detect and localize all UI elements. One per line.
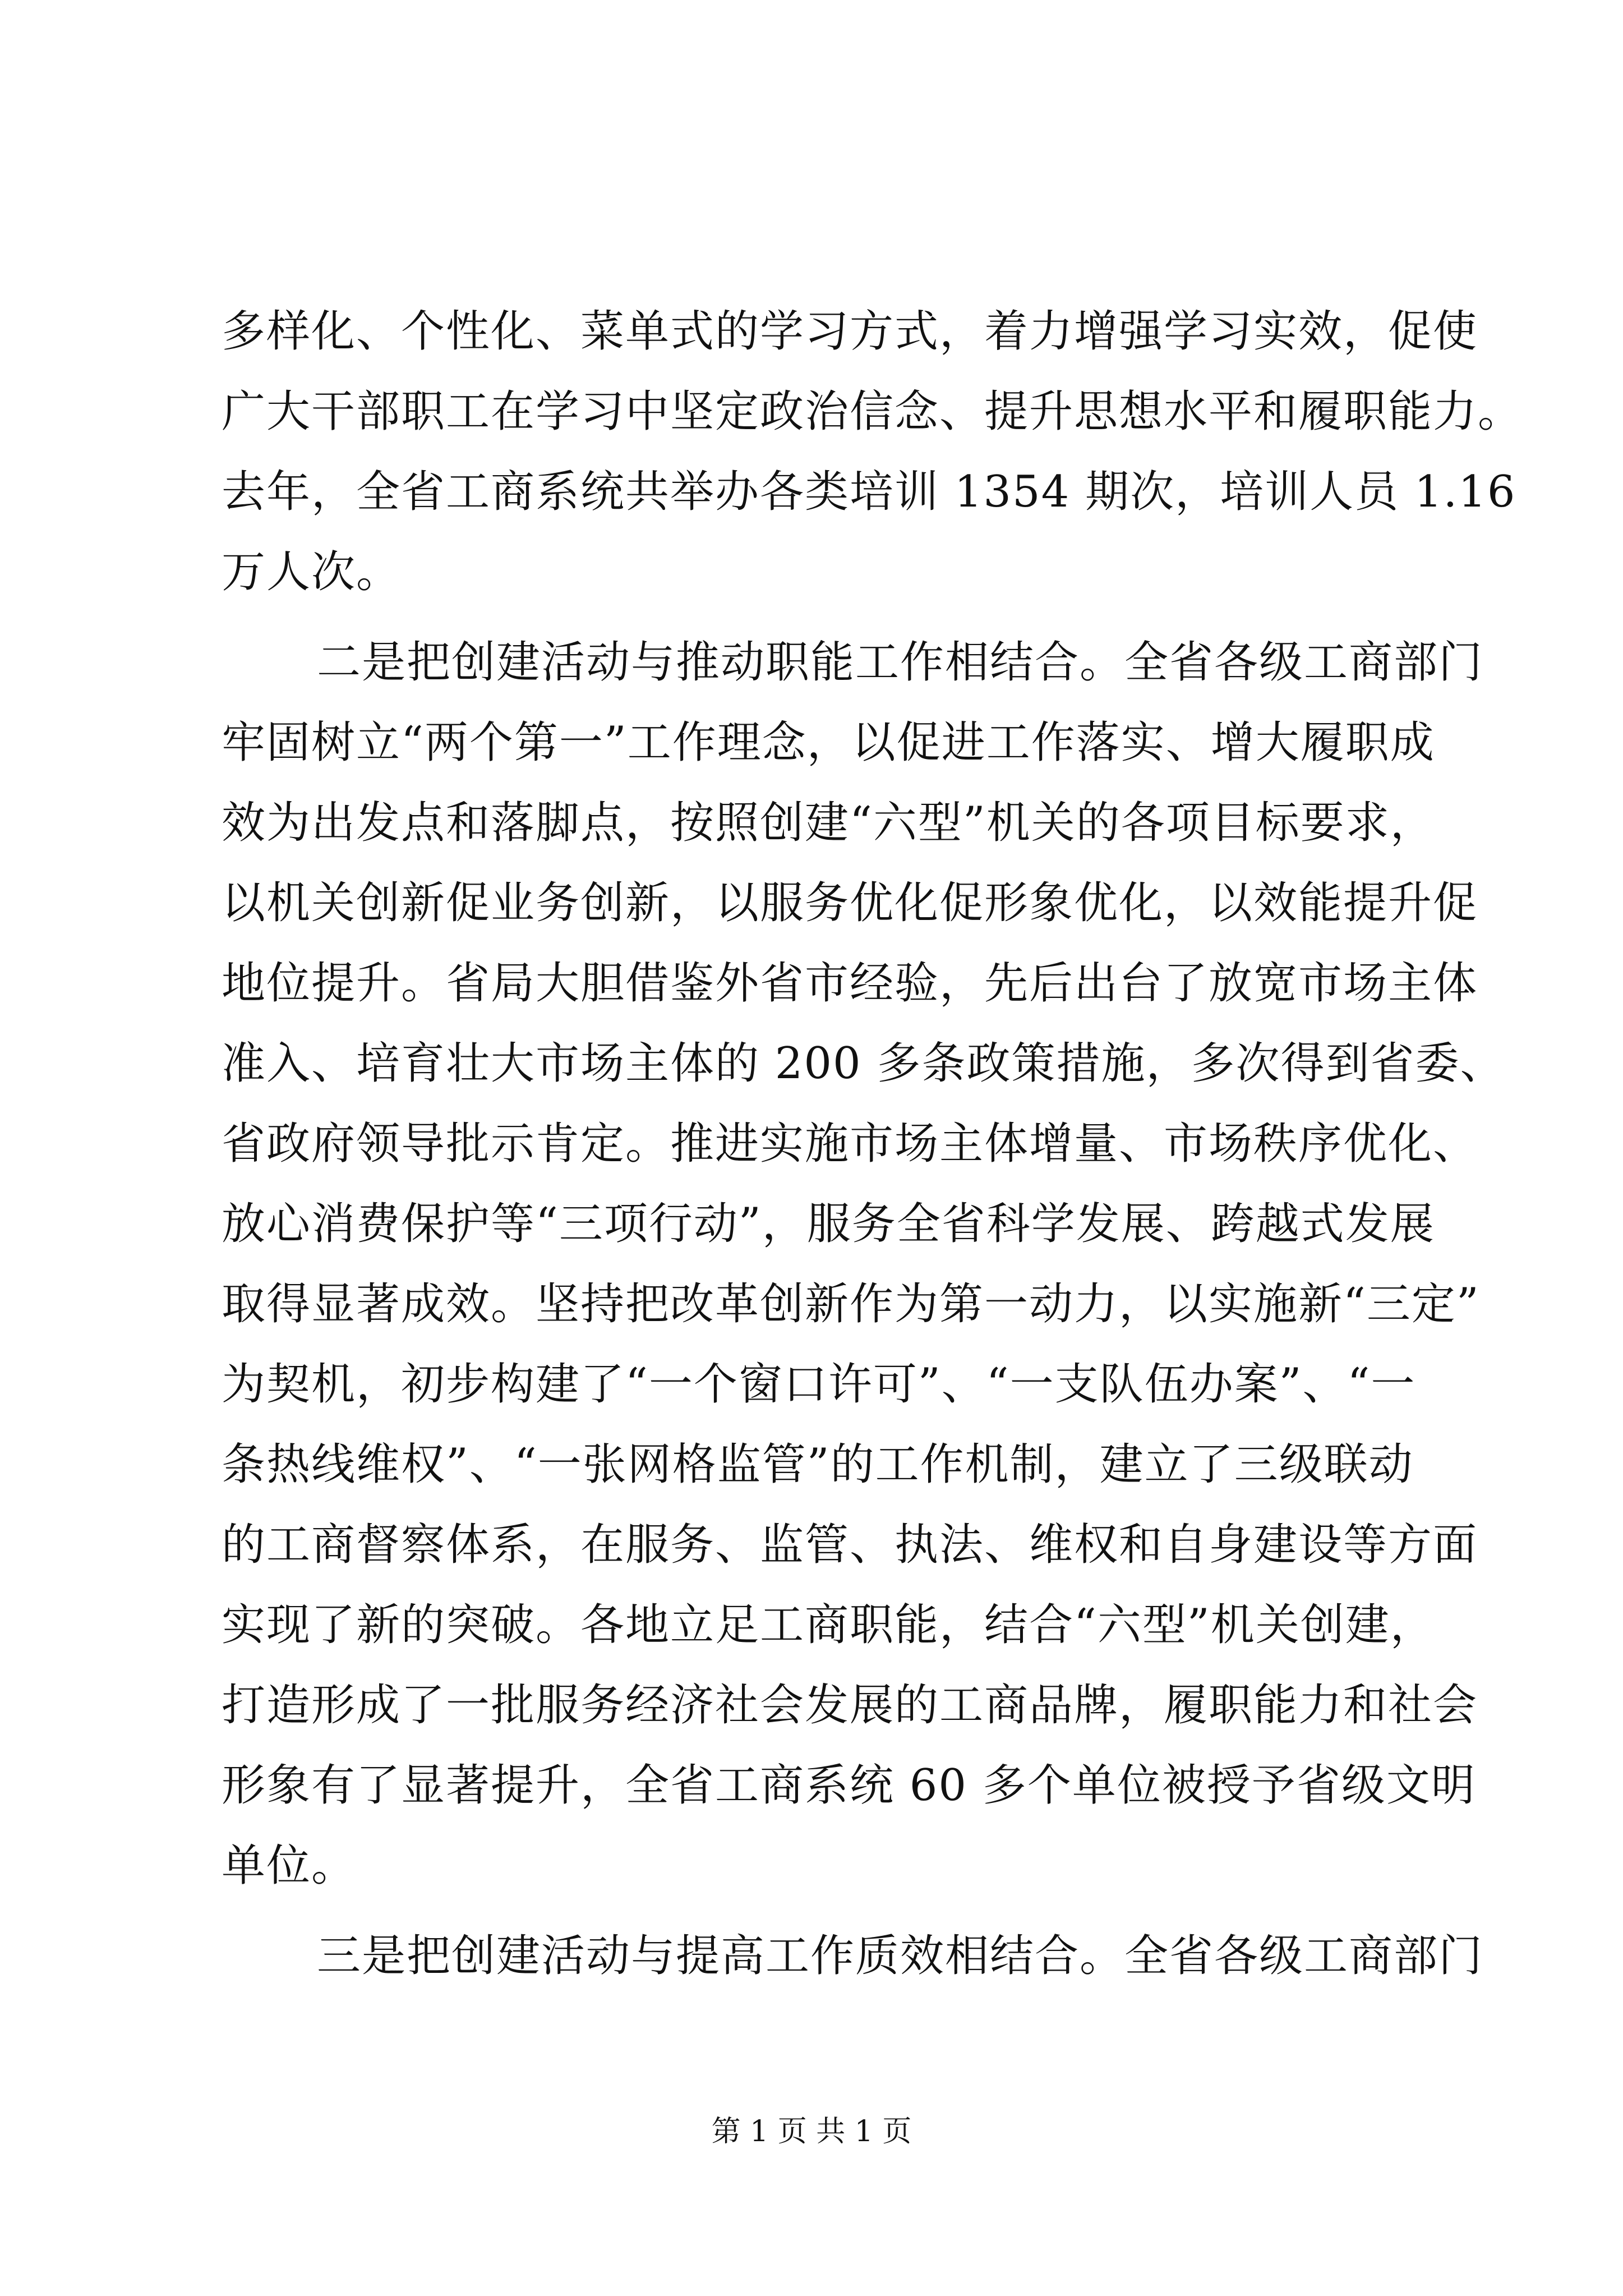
text-line: 牢固树立“两个第一”工作理念，以促进工作落实、增大履职成 (222, 717, 1435, 768)
text-line: 形象有了显著提升，全省工商系统 60 多个单位被授予省级文明 (222, 1760, 1476, 1811)
text-line: 放心消费保护等“三项行动”，服务全省科学发展、跨越式发展 (222, 1199, 1435, 1249)
paragraph-first-line: 二是把创建活动与推动职能工作相结合。全省各级工商部门 (317, 637, 1484, 688)
text-line: 的工商督察体系，在服务、监管、执法、维权和自身建设等方面 (222, 1520, 1478, 1570)
text-line: 打造形成了一批服务经济社会发展的工商品牌，履职能力和社会 (222, 1680, 1478, 1731)
text-line: 为契机，初步构建了“一个窗口许可”、“一支队伍办案”、“一 (222, 1359, 1416, 1410)
text-line: 实现了新的突破。各地立足工商职能，结合“六型”机关创建， (222, 1600, 1435, 1650)
text-line: 以机关创新促业务创新，以服务优化促形象优化，以效能提升促 (222, 878, 1478, 928)
text-line: 万人次。 (222, 547, 402, 597)
document-body (222, 292, 1523, 1996)
text-line: 条热线维权”、“一张网格监管”的工作机制，建立了三级联动 (222, 1439, 1414, 1490)
page-number-footer: 第 1 页 共 1 页 (711, 2115, 912, 2148)
text-line: 单位。 (222, 1841, 357, 1891)
text-line: 效为出发点和落脚点，按照创建“六型”机关的各项目标要求， (222, 798, 1435, 848)
text-line: 广大干部职工在学习中坚定政治信念、提升思想水平和履职能力。 (222, 386, 1523, 437)
text-line: 多样化、个性化、菜单式的学习方式，着力增强学习实效，促使 (222, 306, 1478, 357)
text-line: 准入、培育壮大市场主体的 200 多条政策措施，多次得到省委、 (222, 1038, 1505, 1089)
paragraph-first-line: 三是把创建活动与提高工作质效相结合。全省各级工商部门 (317, 1931, 1484, 1981)
text-line: 省政府领导批示肯定。推进实施市场主体增量、市场秩序优化、 (222, 1119, 1478, 1169)
text-line: 地位提升。省局大胆借鉴外省市经验，先后出台了放宽市场主体 (222, 958, 1478, 1009)
text-line: 去年，全省工商系统共举办各类培训 1354 期次，培训人员 1.16 (222, 467, 1516, 517)
text-line: 取得显著成效。坚持把改革创新作为第一动力，以实施新“三定” (222, 1279, 1480, 1329)
